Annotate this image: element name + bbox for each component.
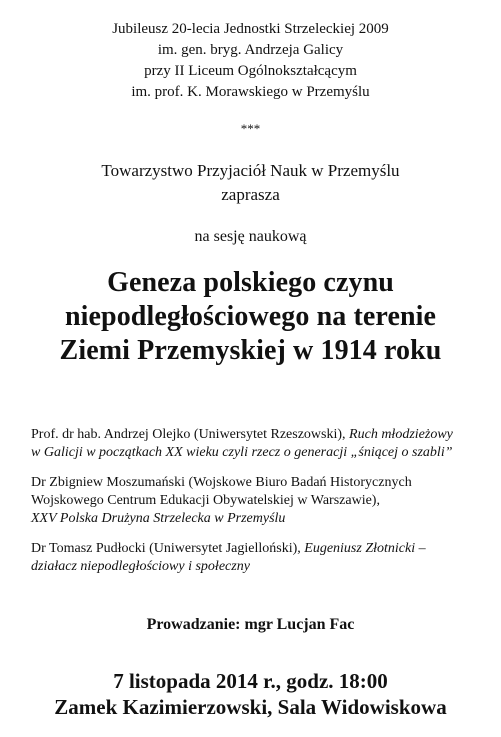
header-line: Jubileusz 20-lecia Jednostki Strzeleckiej 2009 — [112, 21, 389, 37]
talk-topic: w Galicji w początkach XX wieku czyli rzecz o generacji „śniącej o szabli” — [31, 445, 453, 460]
title-line: Geneza polskiego czynu — [107, 267, 394, 298]
header-line: im. gen. bryg. Andrzeja Galicy — [157, 42, 344, 58]
talk-line — [31, 510, 481, 528]
invitation-block — [0, 159, 501, 207]
talk-affiliation: Wojskowego Centrum Edukacji Obywatelskiej w Warszawie), — [31, 493, 380, 508]
talk-speaker: Prof. dr hab. Andrzej Olejko (Uniwersytet Rzeszowski), — [31, 427, 350, 442]
talk-item — [31, 426, 481, 462]
talk-line — [31, 558, 481, 576]
talk-line — [31, 474, 481, 492]
talk-topic: XXV Polska Drużyna Strzelecka w Przemyślu — [31, 511, 286, 526]
title-line: niepodległościowego na terenie — [64, 301, 437, 332]
talk-line — [31, 492, 481, 510]
talk-item — [31, 474, 481, 528]
talk-topic: działacz niepodległościowy i społeczny — [31, 559, 250, 574]
event-venue: Zamek Kazimierzowski, Sala Widowiskowa — [54, 695, 447, 719]
event-datetime: 7 listopada 2014 r., godz. 18:00 — [113, 669, 388, 693]
talk-topic: Ruch młodzieżowy — [349, 427, 453, 442]
talk-line — [31, 444, 481, 462]
moderator: Prowadzanie: mgr Lucjan Fac — [146, 616, 355, 633]
invite-verb: zaprasza — [221, 185, 280, 204]
event-info — [0, 668, 501, 720]
header-line: przy II Liceum Ogólnokształcącym — [144, 63, 357, 79]
talk-line — [31, 540, 481, 558]
header-line: im. prof. K. Morawskiego w Przemyślu — [131, 84, 370, 100]
session-title — [0, 266, 501, 368]
talks-list — [31, 426, 481, 588]
title-line: Ziemi Przemyskiej w 1914 roku — [59, 335, 442, 366]
session-type: na sesję naukową — [194, 228, 307, 245]
talk-topic: Eugeniusz Złotnicki – — [304, 541, 426, 556]
talk-item — [31, 540, 481, 576]
separator-stars: *** — [240, 121, 261, 136]
organizer-name: Towarzystwo Przyjaciół Nauk w Przemyślu — [101, 161, 400, 180]
talk-speaker: Dr Zbigniew Moszumański (Wojskowe Biuro Badań Historycznych — [31, 475, 412, 490]
talk-line — [31, 426, 481, 444]
jubilee-header — [0, 19, 501, 103]
talk-speaker: Dr Tomasz Pudłocki (Uniwersytet Jagielloński), — [31, 541, 305, 556]
